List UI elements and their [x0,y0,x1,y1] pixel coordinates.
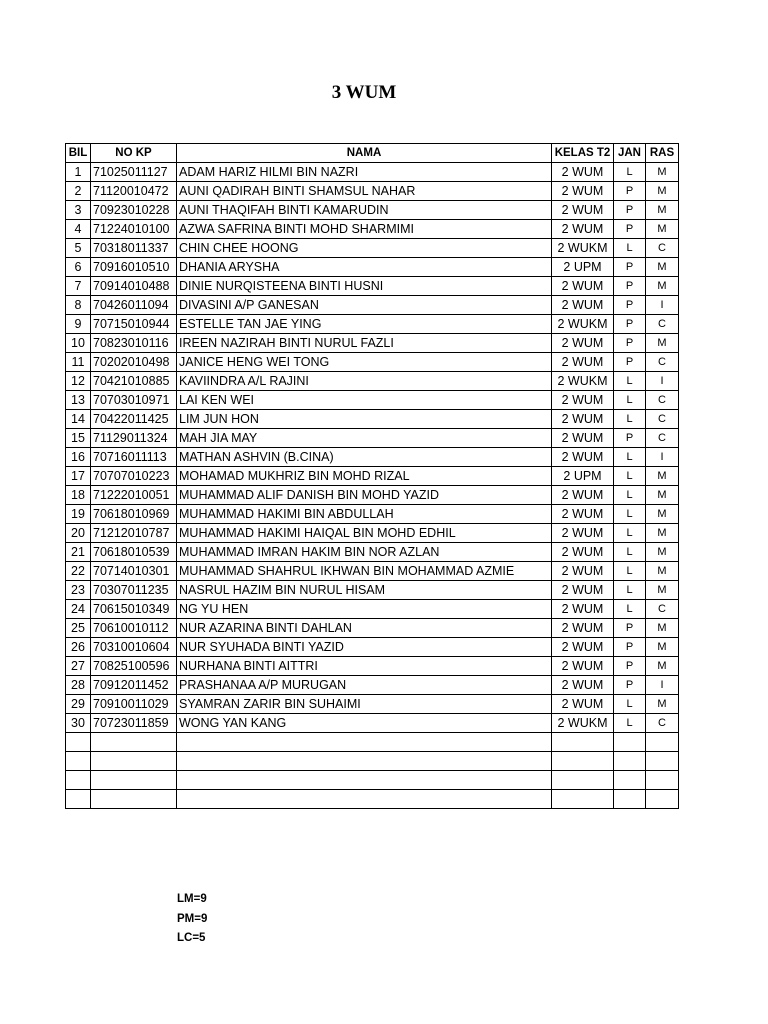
cell-no-kp: 70825100596 [91,657,177,676]
table-row [66,201,679,220]
cell-kelas: 2 WUM [552,182,614,201]
cell-nama: KAVIINDRA A/L RAJINI [177,372,552,391]
empty-row [66,790,679,809]
cell-no-kp: 71212010787 [91,524,177,543]
cell-nama: LAI KEN WEI [177,391,552,410]
cell-bil: 3 [66,201,91,220]
cell-kelas: 2 WUKM [552,714,614,733]
cell-bil: 5 [66,239,91,258]
cell-jan: P [614,277,646,296]
cell-no-kp: 70703010971 [91,391,177,410]
cell-nama: JANICE HENG WEI TONG [177,353,552,372]
cell-no-kp: 70716011113 [91,448,177,467]
empty-cell [614,771,646,790]
cell-no-kp: 70916010510 [91,258,177,277]
cell-ras: M [646,638,679,657]
header-kelas-t2: KELAS T2 [552,144,614,163]
cell-bil: 16 [66,448,91,467]
empty-cell [66,771,91,790]
empty-cell [646,752,679,771]
table-row [66,581,679,600]
table-row [66,277,679,296]
summary-line: LC=5 [177,932,206,944]
cell-nama: ADAM HARIZ HILMI BIN NAZRI [177,163,552,182]
cell-nama: DIVASINI A/P GANESAN [177,296,552,315]
cell-bil: 1 [66,163,91,182]
table-row [66,562,679,581]
cell-no-kp: 70202010498 [91,353,177,372]
cell-bil: 8 [66,296,91,315]
cell-nama: SYAMRAN ZARIR BIN SUHAIMI [177,695,552,714]
cell-jan: P [614,619,646,638]
empty-cell [552,771,614,790]
cell-no-kp: 70610010112 [91,619,177,638]
cell-jan: L [614,448,646,467]
cell-bil: 30 [66,714,91,733]
header-nama: NAMA [177,144,552,163]
table-row [66,163,679,182]
cell-jan: L [614,714,646,733]
cell-ras: M [646,543,679,562]
table-row [66,657,679,676]
empty-row [66,733,679,752]
table-row [66,239,679,258]
cell-no-kp: 70422011425 [91,410,177,429]
empty-cell [614,790,646,809]
empty-cell [646,790,679,809]
empty-cell [66,733,91,752]
cell-bil: 15 [66,429,91,448]
table-row [66,258,679,277]
cell-no-kp: 71129011324 [91,429,177,448]
cell-ras: C [646,315,679,334]
cell-bil: 19 [66,505,91,524]
empty-cell [91,790,177,809]
empty-cell [177,733,552,752]
cell-no-kp: 70318011337 [91,239,177,258]
empty-cell [91,752,177,771]
cell-kelas: 2 WUM [552,600,614,619]
cell-no-kp: 70912011452 [91,676,177,695]
cell-ras: M [646,486,679,505]
table-row [66,676,679,695]
cell-nama: MUHAMMAD HAKIMI BIN ABDULLAH [177,505,552,524]
cell-kelas: 2 WUM [552,410,614,429]
cell-no-kp: 70910011029 [91,695,177,714]
cell-kelas: 2 WUM [552,163,614,182]
cell-ras: I [646,296,679,315]
cell-kelas: 2 WUM [552,562,614,581]
cell-ras: M [646,182,679,201]
cell-no-kp: 70618010969 [91,505,177,524]
cell-jan: P [614,296,646,315]
table-row [66,543,679,562]
cell-kelas: 2 WUM [552,619,614,638]
cell-jan: P [614,429,646,448]
cell-bil: 29 [66,695,91,714]
cell-ras: M [646,334,679,353]
empty-cell [552,790,614,809]
table-row [66,315,679,334]
cell-ras: C [646,239,679,258]
empty-cell [646,733,679,752]
summary-block [177,890,207,949]
cell-kelas: 2 UPM [552,467,614,486]
cell-kelas: 2 WUKM [552,315,614,334]
cell-ras: M [646,524,679,543]
cell-nama: NURHANA BINTI AITTRI [177,657,552,676]
cell-kelas: 2 WUM [552,581,614,600]
empty-cell [552,752,614,771]
cell-bil: 22 [66,562,91,581]
cell-nama: CHIN CHEE HOONG [177,239,552,258]
cell-no-kp: 70914010488 [91,277,177,296]
cell-no-kp: 70615010349 [91,600,177,619]
cell-no-kp: 70707010223 [91,467,177,486]
cell-nama: WONG YAN KANG [177,714,552,733]
cell-nama: MAH JIA MAY [177,429,552,448]
table-row [66,695,679,714]
cell-no-kp: 71120010472 [91,182,177,201]
cell-kelas: 2 WUM [552,296,614,315]
table-row [66,714,679,733]
page-title: 3 WUM [331,82,397,103]
cell-bil: 4 [66,220,91,239]
cell-bil: 7 [66,277,91,296]
cell-jan: L [614,695,646,714]
cell-nama: IREEN NAZIRAH BINTI NURUL FAZLI [177,334,552,353]
cell-ras: M [646,163,679,182]
cell-no-kp: 71025011127 [91,163,177,182]
cell-ras: C [646,353,679,372]
cell-kelas: 2 WUM [552,448,614,467]
cell-kelas: 2 WUKM [552,372,614,391]
cell-jan: L [614,600,646,619]
table-row [66,467,679,486]
cell-kelas: 2 WUM [552,201,614,220]
cell-ras: C [646,429,679,448]
cell-bil: 27 [66,657,91,676]
header-bil: BIL [66,144,91,163]
cell-kelas: 2 WUM [552,277,614,296]
cell-jan: L [614,372,646,391]
table-row [66,505,679,524]
cell-kelas: 2 WUM [552,695,614,714]
cell-nama: PRASHANAA A/P MURUGAN [177,676,552,695]
cell-bil: 9 [66,315,91,334]
cell-bil: 6 [66,258,91,277]
empty-cell [177,790,552,809]
cell-nama: MUHAMMAD IMRAN HAKIM BIN NOR AZLAN [177,543,552,562]
table-row [66,410,679,429]
empty-cell [646,771,679,790]
student-table [65,143,679,809]
cell-jan: P [614,638,646,657]
cell-jan: L [614,239,646,258]
table-row [66,524,679,543]
cell-no-kp: 71224010100 [91,220,177,239]
cell-no-kp: 70823010116 [91,334,177,353]
cell-bil: 20 [66,524,91,543]
cell-ras: M [646,505,679,524]
cell-jan: P [614,334,646,353]
cell-bil: 17 [66,467,91,486]
cell-jan: P [614,676,646,695]
empty-cell [177,752,552,771]
summary-line: PM=9 [177,912,208,925]
cell-nama: DINIE NURQISTEENA BINTI HUSNI [177,277,552,296]
cell-nama: MOHAMAD MUKHRIZ BIN MOHD RIZAL [177,467,552,486]
cell-jan: P [614,182,646,201]
cell-jan: P [614,201,646,220]
cell-kelas: 2 WUM [552,486,614,505]
cell-kelas: 2 WUM [552,676,614,695]
table-row [66,220,679,239]
cell-no-kp: 70714010301 [91,562,177,581]
cell-jan: L [614,467,646,486]
table-row [66,448,679,467]
header-jan: JAN [614,144,646,163]
empty-cell [177,771,552,790]
cell-jan: P [614,220,646,239]
cell-ras: M [646,258,679,277]
cell-jan: P [614,353,646,372]
cell-nama: MUHAMMAD HAKIMI HAIQAL BIN MOHD EDHIL [177,524,552,543]
empty-cell [552,733,614,752]
cell-nama: NG YU HEN [177,600,552,619]
cell-no-kp: 70310010604 [91,638,177,657]
empty-row [66,752,679,771]
cell-nama: MUHAMMAD SHAHRUL IKHWAN BIN MOHAMMAD AZMIE [177,562,552,581]
cell-no-kp: 70426011094 [91,296,177,315]
cell-jan: L [614,505,646,524]
cell-nama: AZWA SAFRINA BINTI MOHD SHARMIMI [177,220,552,239]
cell-bil: 26 [66,638,91,657]
cell-nama: DHANIA ARYSHA [177,258,552,277]
cell-kelas: 2 WUM [552,391,614,410]
table-row [66,486,679,505]
cell-no-kp: 70723011859 [91,714,177,733]
cell-ras: I [646,372,679,391]
cell-nama: AUNI THAQIFAH BINTI KAMARUDIN [177,201,552,220]
cell-ras: M [646,220,679,239]
empty-cell [614,733,646,752]
cell-bil: 2 [66,182,91,201]
cell-no-kp: 70715010944 [91,315,177,334]
empty-cell [614,752,646,771]
empty-row [66,771,679,790]
cell-ras: C [646,600,679,619]
table-body [66,163,679,809]
empty-cell [66,790,91,809]
cell-bil: 13 [66,391,91,410]
cell-jan: L [614,543,646,562]
cell-ras: C [646,714,679,733]
cell-jan: L [614,486,646,505]
cell-nama: NUR SYUHADA BINTI YAZID [177,638,552,657]
cell-no-kp: 70923010228 [91,201,177,220]
cell-kelas: 2 WUKM [552,239,614,258]
cell-jan: L [614,391,646,410]
summary-line: LM=9 [177,893,207,905]
cell-bil: 23 [66,581,91,600]
cell-ras: I [646,448,679,467]
table-row [66,600,679,619]
cell-kelas: 2 WUM [552,543,614,562]
cell-no-kp: 70618010539 [91,543,177,562]
cell-jan: P [614,315,646,334]
cell-ras: M [646,619,679,638]
cell-nama: LIM JUN HON [177,410,552,429]
cell-jan: L [614,581,646,600]
cell-jan: P [614,657,646,676]
cell-kelas: 2 WUM [552,429,614,448]
cell-nama: NASRUL HAZIM BIN NURUL HISAM [177,581,552,600]
cell-kelas: 2 WUM [552,657,614,676]
table-row [66,391,679,410]
cell-ras: C [646,410,679,429]
cell-jan: L [614,163,646,182]
empty-cell [66,752,91,771]
cell-no-kp: 71222010051 [91,486,177,505]
cell-nama: MATHAN ASHVIN (B.CINA) [177,448,552,467]
table-row [66,353,679,372]
table-row [66,619,679,638]
cell-ras: M [646,201,679,220]
cell-no-kp: 70307011235 [91,581,177,600]
cell-bil: 10 [66,334,91,353]
cell-nama: ESTELLE TAN JAE YING [177,315,552,334]
cell-kelas: 2 WUM [552,638,614,657]
cell-ras: M [646,277,679,296]
cell-bil: 21 [66,543,91,562]
cell-bil: 12 [66,372,91,391]
header-ras: RAS [646,144,679,163]
cell-ras: M [646,562,679,581]
cell-ras: C [646,391,679,410]
table-row [66,182,679,201]
cell-bil: 24 [66,600,91,619]
cell-nama: NUR AZARINA BINTI DAHLAN [177,619,552,638]
table-header-row [66,144,679,163]
cell-ras: M [646,657,679,676]
table-row [66,372,679,391]
cell-ras: M [646,695,679,714]
cell-bil: 11 [66,353,91,372]
table-row [66,638,679,657]
table-row [66,429,679,448]
cell-nama: MUHAMMAD ALIF DANISH BIN MOHD YAZID [177,486,552,505]
table-row [66,296,679,315]
cell-bil: 28 [66,676,91,695]
cell-kelas: 2 WUM [552,353,614,372]
header-no-kp: NO KP [91,144,177,163]
cell-kelas: 2 WUM [552,220,614,239]
empty-cell [91,771,177,790]
cell-bil: 14 [66,410,91,429]
cell-ras: I [646,676,679,695]
cell-jan: L [614,524,646,543]
cell-kelas: 2 UPM [552,258,614,277]
cell-ras: M [646,581,679,600]
cell-bil: 18 [66,486,91,505]
cell-kelas: 2 WUM [552,334,614,353]
table-row [66,334,679,353]
cell-jan: L [614,410,646,429]
cell-ras: M [646,467,679,486]
cell-jan: P [614,258,646,277]
cell-jan: L [614,562,646,581]
cell-kelas: 2 WUM [552,524,614,543]
cell-kelas: 2 WUM [552,505,614,524]
cell-bil: 25 [66,619,91,638]
empty-cell [91,733,177,752]
cell-nama: AUNI QADIRAH BINTI SHAMSUL NAHAR [177,182,552,201]
cell-no-kp: 70421010885 [91,372,177,391]
